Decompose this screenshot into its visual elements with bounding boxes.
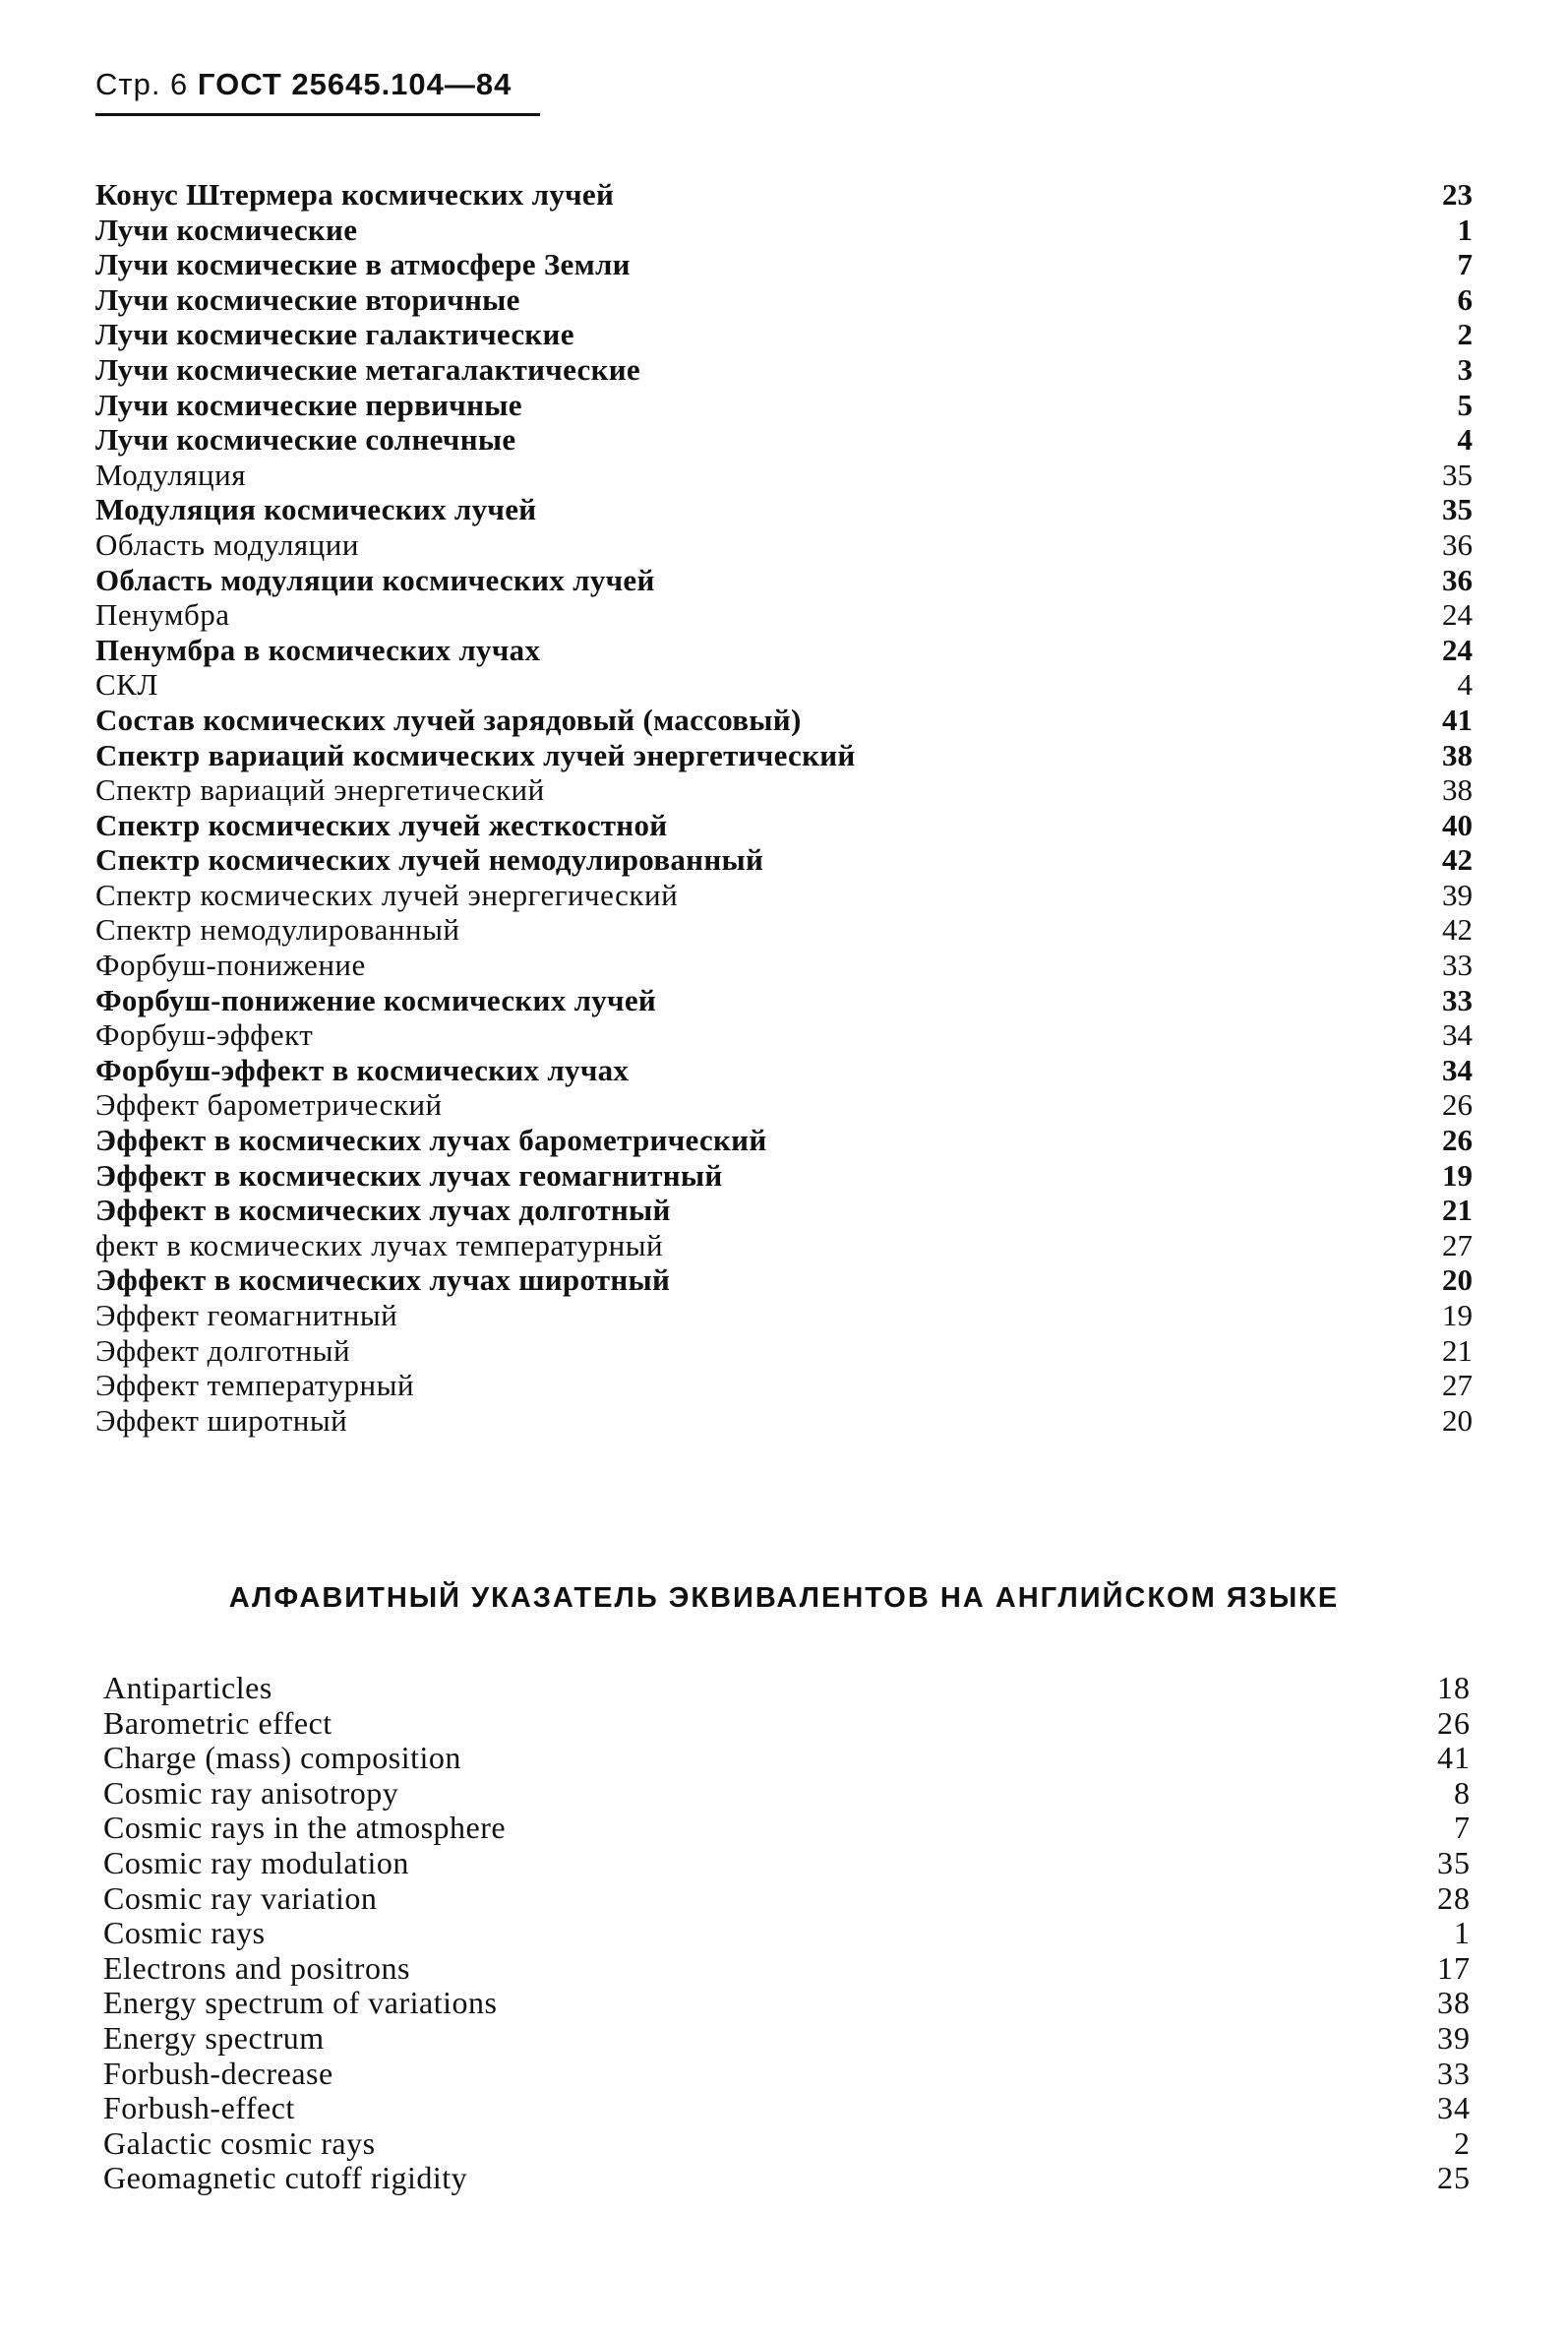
index-term: Cosmic ray anisotropy xyxy=(103,1774,399,1811)
index-term: Antiparticles xyxy=(103,1670,272,1705)
index-term: Energy spectrum of variations xyxy=(103,1985,498,2021)
index-entry xyxy=(103,1986,1471,2021)
index-entry xyxy=(95,1403,1473,1439)
index-term: Модуляция космических лучей xyxy=(95,492,537,527)
index-entry xyxy=(95,177,1473,213)
index-term-number: 34 xyxy=(1442,1052,1473,1087)
index-term-number: 26 xyxy=(1437,1704,1471,1741)
index-term-number: 27 xyxy=(1442,1368,1473,1403)
index-term-number: 7 xyxy=(1457,247,1473,282)
index-entry xyxy=(95,1262,1473,1298)
index-entry xyxy=(95,1087,1473,1123)
index-term: Эффект в космических лучах барометрический xyxy=(95,1123,767,1158)
english-index-heading: АЛФАВИТНЫЙ УКАЗАТЕЛЬ ЭКВИВАЛЕНТОВ НА АНГЛИЙСКОМ ЯЗЫКЕ xyxy=(228,1582,1340,1614)
index-term: Energy spectrum xyxy=(103,2019,325,2056)
index-term: Лучи космические xyxy=(95,212,358,247)
standard-number: ГОСТ 25645.104—84 xyxy=(197,67,513,101)
index-term: фект в космических лучах температурный xyxy=(95,1227,664,1262)
index-term-number: 19 xyxy=(1442,1157,1473,1193)
index-entry xyxy=(95,1053,1473,1088)
index-term-number: 27 xyxy=(1442,1227,1473,1262)
index-entry xyxy=(95,597,1473,633)
index-term: Эффект широтный xyxy=(95,1402,348,1438)
index-term-number: 6 xyxy=(1457,281,1473,317)
index-entry xyxy=(103,1916,1471,1951)
index-term: Лучи космические вторичные xyxy=(95,281,520,317)
index-term: Electrons and positrons xyxy=(103,1949,410,1986)
index-term-number: 34 xyxy=(1437,2090,1471,2126)
index-term-number: 26 xyxy=(1442,1123,1473,1158)
index-entry xyxy=(95,1123,1473,1158)
index-term-number: 21 xyxy=(1442,1193,1473,1228)
index-entry xyxy=(95,247,1473,282)
index-entry xyxy=(95,282,1473,318)
index-term: Cosmic rays in the atmosphere xyxy=(103,1810,507,1846)
index-term-number: 38 xyxy=(1437,1985,1471,2021)
index-entry xyxy=(95,738,1473,773)
index-term: Пенумбра xyxy=(95,597,230,633)
index-term-number: 23 xyxy=(1442,177,1473,212)
index-entry xyxy=(95,667,1473,703)
index-term-number: 7 xyxy=(1454,1810,1471,1846)
index-entry xyxy=(95,703,1473,738)
index-term-number: 4 xyxy=(1457,667,1473,703)
index-term: Эффект в космических лучах широтный xyxy=(95,1262,671,1298)
index-term: Эффект в космических лучах долготный xyxy=(95,1193,671,1228)
index-term: Пенумбра в космических лучах xyxy=(95,632,541,667)
header-rule xyxy=(95,113,540,116)
index-entry xyxy=(103,1671,1471,1706)
index-term: Эффект температурный xyxy=(95,1368,415,1403)
index-term: Cosmic rays xyxy=(103,1915,266,1951)
index-term-number: 33 xyxy=(1442,982,1473,1017)
index-term-number: 24 xyxy=(1442,632,1473,667)
index-term: Лучи космические галактические xyxy=(95,317,574,352)
page-label: Стр. 6 xyxy=(95,67,189,101)
index-term: Лучи космические первичные xyxy=(95,387,522,422)
index-term-number: 38 xyxy=(1442,772,1473,808)
index-term-number: 20 xyxy=(1442,1262,1473,1298)
index-term-number: 2 xyxy=(1454,2124,1471,2161)
index-entry xyxy=(95,388,1473,423)
index-term: Область модуляции космических лучей xyxy=(95,562,655,597)
index-entry xyxy=(103,2057,1471,2092)
index-term-number: 17 xyxy=(1437,1949,1471,1986)
index-term-number: 26 xyxy=(1442,1087,1473,1123)
index-term: Barometric effect xyxy=(103,1704,332,1741)
index-entry xyxy=(103,1741,1471,1776)
index-term-number: 5 xyxy=(1457,387,1473,422)
index-term: Спектр космических лучей жесткостной xyxy=(95,807,668,842)
index-term: Спектр космических лучей немодулированный xyxy=(95,842,764,878)
index-term: Спектр немодулированный xyxy=(95,912,460,948)
index-term-number: 1 xyxy=(1454,1915,1471,1951)
index-term-number: 35 xyxy=(1442,492,1473,527)
index-entry xyxy=(95,422,1473,458)
index-term: Forbush-decrease xyxy=(103,2055,333,2091)
index-entry xyxy=(103,1881,1471,1917)
index-term-number: 24 xyxy=(1442,597,1473,633)
index-entry xyxy=(95,983,1473,1018)
index-term-number: 1 xyxy=(1457,212,1473,247)
index-term: Cosmic ray modulation xyxy=(103,1844,409,1880)
index-term-number: 39 xyxy=(1437,2019,1471,2056)
index-term-number: 41 xyxy=(1442,702,1473,737)
english-term-index xyxy=(103,1671,1471,2196)
index-term-number: 41 xyxy=(1437,1740,1471,1776)
index-term: СКЛ xyxy=(95,667,158,703)
index-entry xyxy=(103,1811,1471,1846)
index-term: Galactic cosmic rays xyxy=(103,2124,376,2161)
index-term-number: 38 xyxy=(1442,737,1473,772)
index-entry xyxy=(95,458,1473,493)
index-entry xyxy=(95,1228,1473,1263)
index-term-number: 42 xyxy=(1442,842,1473,878)
index-entry xyxy=(95,352,1473,388)
index-term-number: 18 xyxy=(1437,1670,1471,1705)
index-term-number: 35 xyxy=(1442,457,1473,492)
index-term: Спектр вариаций энергетический xyxy=(95,772,545,808)
index-term: Форбуш-понижение космических лучей xyxy=(95,982,657,1017)
index-term: Forbush-effect xyxy=(103,2090,295,2126)
index-entry xyxy=(103,1846,1471,1881)
index-term: Charge (mass) composition xyxy=(103,1740,461,1776)
index-term: Форбуш-эффект в космических лучах xyxy=(95,1052,630,1087)
index-term: Модуляция xyxy=(95,457,246,492)
index-term-number: 8 xyxy=(1454,1774,1471,1811)
index-term: Конус Штермера космических лучей xyxy=(95,177,615,212)
index-term: Geomagnetic cutoff rigidity xyxy=(103,2160,468,2196)
index-term: Лучи космические метагалактические xyxy=(95,351,640,387)
russian-term-index xyxy=(95,177,1473,1438)
index-entry xyxy=(95,1193,1473,1228)
index-term: Форбуш-эффект xyxy=(95,1017,314,1053)
index-term-number: 4 xyxy=(1457,422,1473,458)
index-entry xyxy=(95,878,1473,913)
page-header xyxy=(95,67,512,102)
index-term-number: 35 xyxy=(1437,1844,1471,1880)
index-entry xyxy=(95,1298,1473,1333)
index-term-number: 19 xyxy=(1442,1298,1473,1332)
index-term-number: 33 xyxy=(1442,948,1473,983)
index-entry xyxy=(95,1017,1473,1053)
index-entry xyxy=(95,213,1473,248)
index-entry xyxy=(95,948,1473,983)
index-term-number: 33 xyxy=(1437,2055,1471,2091)
index-term: Форбуш-понижение xyxy=(95,948,366,983)
index-entry xyxy=(95,563,1473,598)
index-term-number: 34 xyxy=(1442,1017,1473,1053)
index-term: Эффект геомагнитный xyxy=(95,1298,398,1332)
index-term: Эффект барометрический xyxy=(95,1087,443,1123)
index-entry xyxy=(95,842,1473,878)
index-entry xyxy=(95,808,1473,843)
index-entry xyxy=(95,1158,1473,1194)
index-term: Спектр космических лучей энергегический xyxy=(95,877,679,912)
index-term-number: 40 xyxy=(1442,807,1473,842)
index-term: Состав космических лучей зарядовый (массовый) xyxy=(95,702,802,737)
index-term-number: 36 xyxy=(1442,562,1473,597)
index-entry xyxy=(103,2126,1471,2162)
index-term-number: 25 xyxy=(1437,2160,1471,2196)
index-entry xyxy=(103,1706,1471,1742)
index-term-number: 2 xyxy=(1457,317,1473,352)
index-term: Лучи космические в атмосфере Земли xyxy=(95,247,631,282)
index-entry xyxy=(103,1951,1471,1987)
index-entry xyxy=(95,912,1473,948)
index-entry xyxy=(103,2021,1471,2057)
index-entry xyxy=(103,1776,1471,1812)
index-term: Cosmic ray variation xyxy=(103,1879,378,1916)
index-entry xyxy=(95,527,1473,563)
index-term-number: 42 xyxy=(1442,912,1473,948)
index-term-number: 20 xyxy=(1442,1402,1473,1438)
index-term-number: 3 xyxy=(1457,351,1473,387)
index-entry xyxy=(95,492,1473,527)
index-term: Область модуляции xyxy=(95,526,359,562)
index-entry xyxy=(95,1333,1473,1369)
index-entry xyxy=(103,2091,1471,2126)
index-term: Спектр вариаций космических лучей энергетический xyxy=(95,737,856,772)
index-entry xyxy=(95,633,1473,668)
index-term: Эффект в космических лучах геомагнитный xyxy=(95,1157,723,1193)
index-term-number: 21 xyxy=(1442,1332,1473,1368)
index-term: Эффект долготный xyxy=(95,1332,351,1368)
index-entry xyxy=(103,2161,1471,2196)
index-entry xyxy=(95,317,1473,352)
index-term-number: 39 xyxy=(1442,877,1473,912)
index-entry xyxy=(95,772,1473,808)
index-entry xyxy=(95,1368,1473,1403)
index-term: Лучи космические солнечные xyxy=(95,422,516,458)
index-term-number: 28 xyxy=(1437,1879,1471,1916)
index-term-number: 36 xyxy=(1442,526,1473,562)
